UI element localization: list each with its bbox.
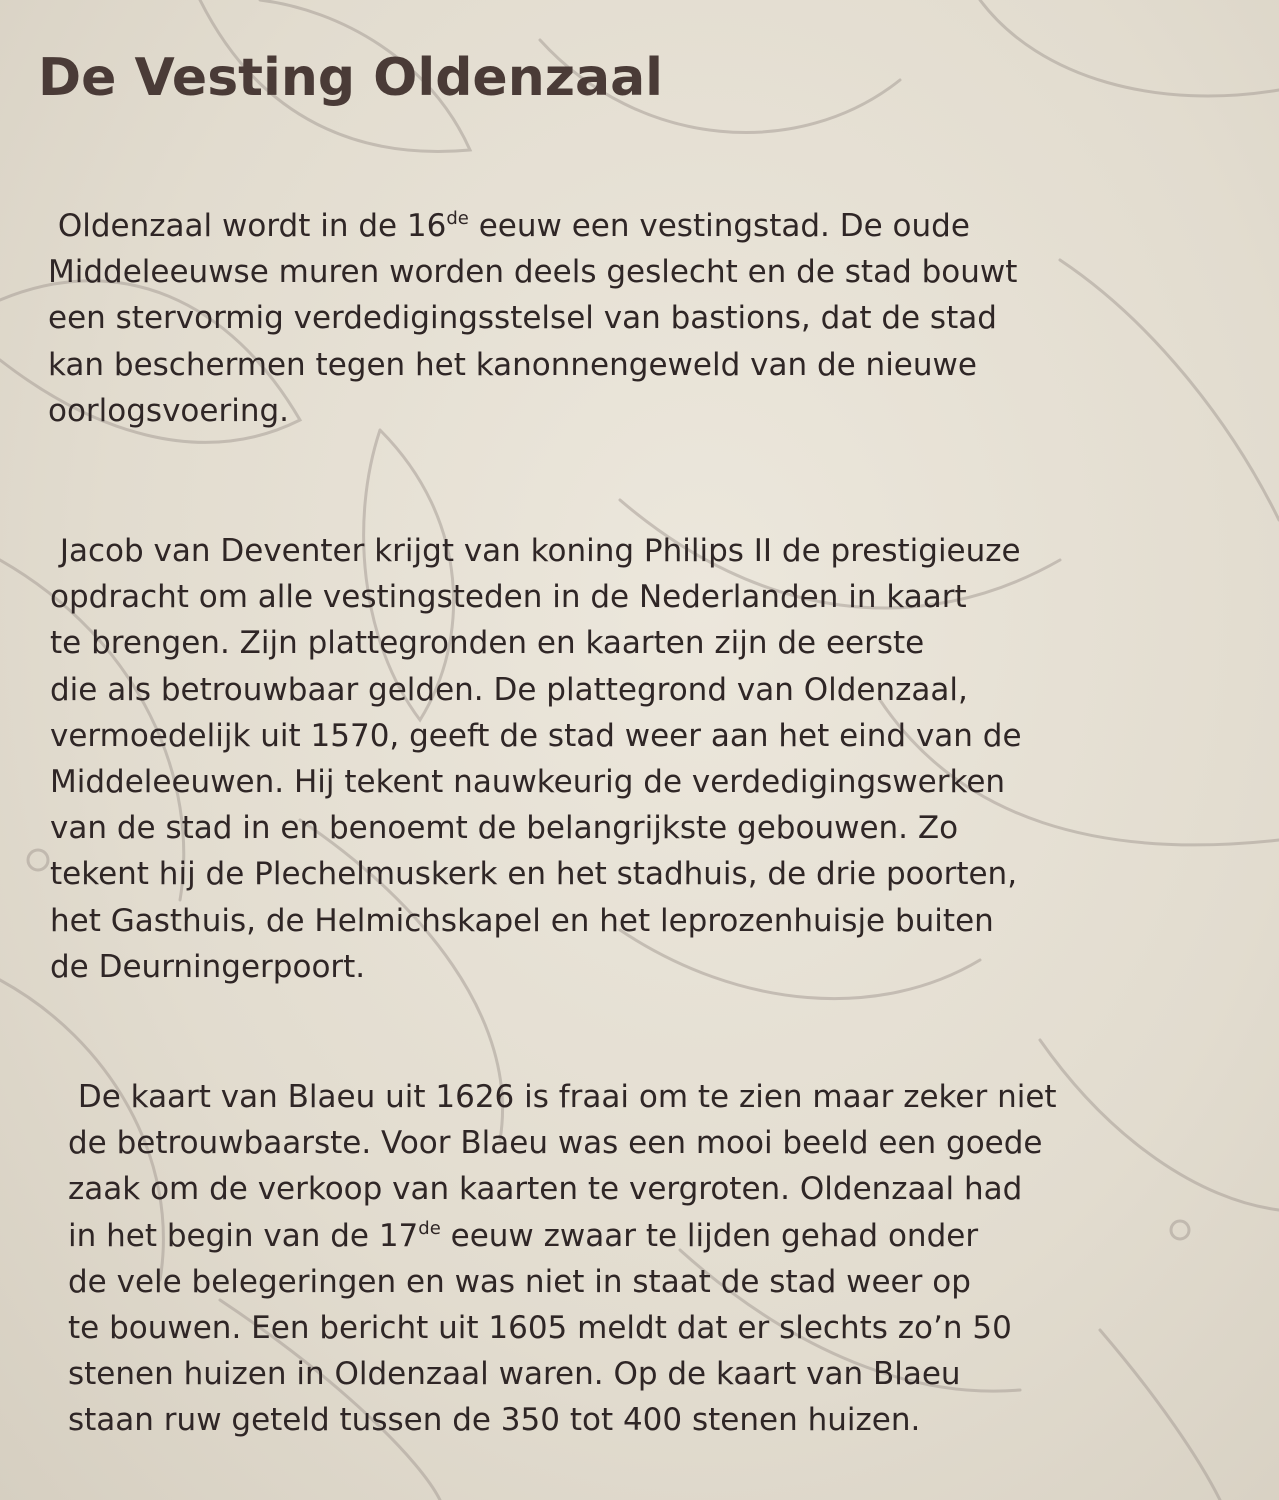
paragraph-3 bbox=[68, 1074, 1279, 1444]
paragraph-2-line: opdracht om alle vestingsteden in de Nederlanden in kaart bbox=[50, 579, 967, 616]
paragraph-3-line: te bouwen. Een bericht uit 1605 meldt dat er slechts zo’n 50 bbox=[68, 1310, 1012, 1347]
paragraph-1 bbox=[48, 203, 1263, 434]
page-title: De Vesting Oldenzaal bbox=[38, 48, 663, 108]
paragraph-1-line: kan beschermen tegen het kanonnengeweld van de nieuwe bbox=[48, 346, 977, 383]
paragraph-2-line: de Deurningerpoort. bbox=[50, 948, 366, 985]
paragraph-3-line: stenen huizen in Oldenzaal waren. Op de kaart van Blaeu bbox=[68, 1356, 961, 1393]
superscript: de bbox=[446, 208, 469, 229]
paragraph-2-line: tekent hij de Plechelmuskerk en het stadhuis, de drie poorten, bbox=[50, 856, 1018, 893]
paragraph-2-line: vermoedelijk uit 1570, geeft de stad weer aan het eind van de bbox=[50, 717, 1022, 754]
paragraph-1-line: Middeleeuwse muren worden deels geslecht en de stad bouwt bbox=[48, 254, 1018, 291]
paragraph-3-line: staan ruw geteld tussen de 350 tot 400 stenen huizen. bbox=[68, 1402, 921, 1439]
ring-shape bbox=[28, 850, 48, 870]
paragraph-3-line: de vele belegeringen en was niet in staat de stad weer op bbox=[68, 1263, 971, 1300]
superscript: de bbox=[418, 1217, 441, 1239]
paragraph-2-line: te brengen. Zijn plattegronden en kaarten zijn de eerste bbox=[50, 625, 925, 662]
paragraph-3-line: de betrouwbaarste. Voor Blaeu was een mooi beeld een goede bbox=[68, 1125, 1043, 1162]
paragraph-2-line: van de stad in en benoemt de belangrijkste gebouwen. Zo bbox=[50, 810, 959, 847]
paragraph-3-line: in het begin van de 17de eeuw zwaar te lijden gehad onder bbox=[68, 1217, 979, 1254]
paragraph-2-line: Middeleeuwen. Hij tekent nauwkeurig de verdedigingswerken bbox=[50, 764, 1006, 801]
paragraph-3-line: De kaart van Blaeu uit 1626 is fraai om te zien maar zeker niet bbox=[77, 1079, 1057, 1115]
paragraph-1-line: een stervormig verdedigingsstelsel van bastions, dat de stad bbox=[48, 300, 997, 337]
paragraph-3-line: zaak om de verkoop van kaarten te vergroten. Oldenzaal had bbox=[68, 1171, 1023, 1208]
paragraph-2-line: het Gasthuis, de Helmichskapel en het leprozenhuisje buiten bbox=[50, 902, 994, 939]
paragraph-1-line: Oldenzaal wordt in de 16de eeuw een vestingstad. De oude bbox=[57, 208, 970, 244]
paragraph-2-line: Jacob van Deventer krijgt van koning Philips II de prestigieuze bbox=[59, 533, 1021, 569]
paragraph-2-line: die als betrouwbaar gelden. De plattegrond van Oldenzaal, bbox=[50, 671, 968, 708]
paragraph-2 bbox=[50, 528, 1265, 990]
leaf-shape bbox=[980, 0, 1279, 96]
paragraph-1-line: oorlogsvoering. bbox=[48, 392, 290, 429]
